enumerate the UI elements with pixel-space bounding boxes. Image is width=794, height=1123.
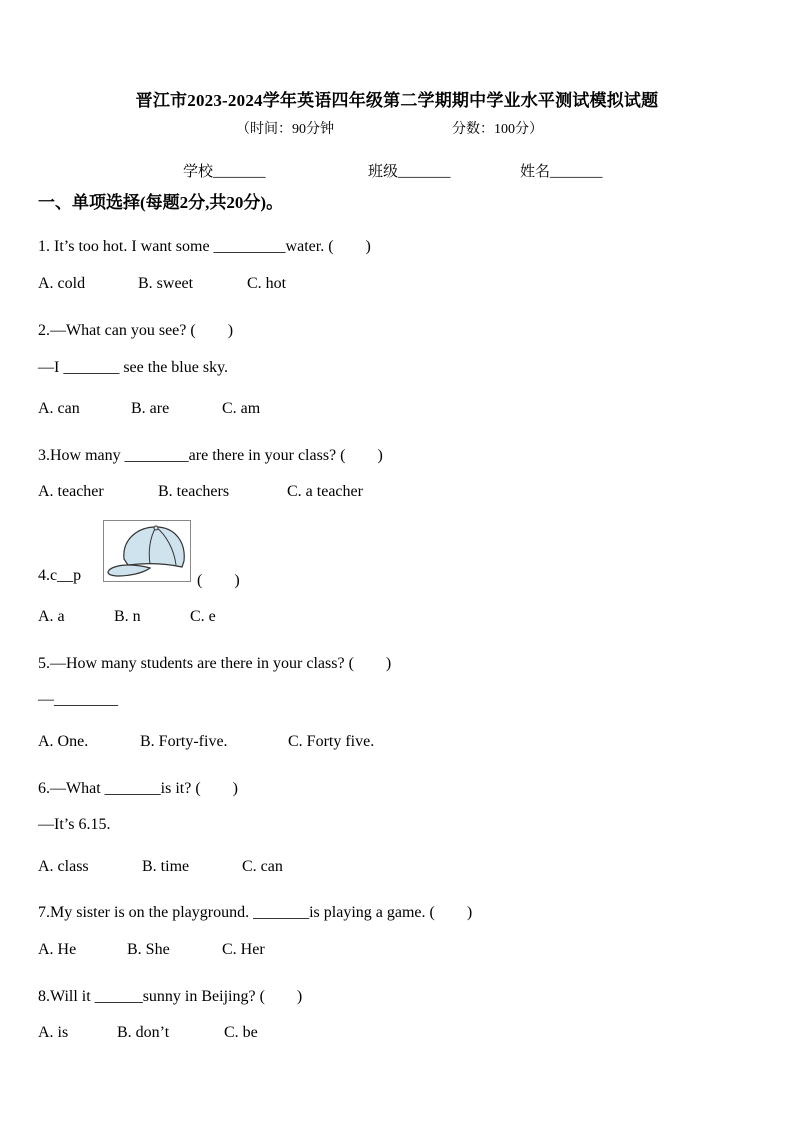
option-a: A. can (38, 400, 80, 417)
option-b: B. don’t (117, 1024, 170, 1041)
question-2: 2.—What can you see? ( ) (38, 322, 234, 339)
option-c: C. am (222, 400, 261, 417)
question-2-answer-line: —I _______ see the blue sky. (38, 359, 229, 376)
school-field: 学校_______ (183, 164, 266, 180)
option-c: C. Forty five. (288, 733, 375, 750)
cap-icon (104, 521, 190, 581)
option-b: B. teachers (158, 483, 230, 500)
option-a: A. teacher (38, 483, 104, 500)
question-6-answer-line: —It’s 6.15. (38, 816, 111, 833)
option-a: A. a (38, 608, 65, 625)
question-3: 3.How many ________are there in your class? ( ) (38, 447, 383, 464)
option-a: A. class (38, 858, 89, 875)
question-4: 4.c__p (38, 567, 82, 584)
option-a: A. He (38, 941, 77, 958)
option-b: B. Forty-five. (140, 733, 228, 750)
exam-score: 分数：100分） (452, 122, 543, 137)
page-title: 晋江市2023-2024学年英语四年级第二学期期中学业水平测试模拟试题 (135, 91, 659, 110)
option-b: B. She (127, 941, 170, 958)
exam-time: （时间：90分钟 (236, 122, 334, 137)
question-7: 7.My sister is on the playground. _______is playing a game. ( ) (38, 904, 473, 921)
option-b: B. are (131, 400, 170, 417)
option-c: C. can (242, 858, 283, 875)
option-b: B. n (114, 608, 141, 625)
option-c: C. hot (247, 275, 287, 292)
cap-image (103, 520, 191, 582)
option-c: C. be (224, 1024, 258, 1041)
section-title: 一、单项选择(每题2分,共20分)。 (38, 193, 284, 212)
option-c: C. Her (222, 941, 265, 958)
question-6: 6.—What _______is it? ( ) (38, 780, 238, 797)
class-field: 班级_______ (368, 164, 451, 180)
question-5-answer-line: —________ (38, 691, 118, 708)
option-b: B. time (142, 858, 190, 875)
option-c: C. e (190, 608, 216, 625)
option-b: B. sweet (138, 275, 194, 292)
option-a: A. One. (38, 733, 89, 750)
question-4-bracket: ( ) (197, 572, 240, 589)
option-a: A. cold (38, 275, 86, 292)
question-1: 1. It’s too hot. I want some _________water. ( ) (38, 238, 371, 255)
option-a: A. is (38, 1024, 69, 1041)
option-c: C. a teacher (287, 483, 363, 500)
question-8: 8.Will it ______sunny in Beijing? ( ) (38, 988, 303, 1005)
question-5: 5.—How many students are there in your class? ( ) (38, 655, 392, 672)
name-field: 姓名_______ (520, 164, 603, 180)
